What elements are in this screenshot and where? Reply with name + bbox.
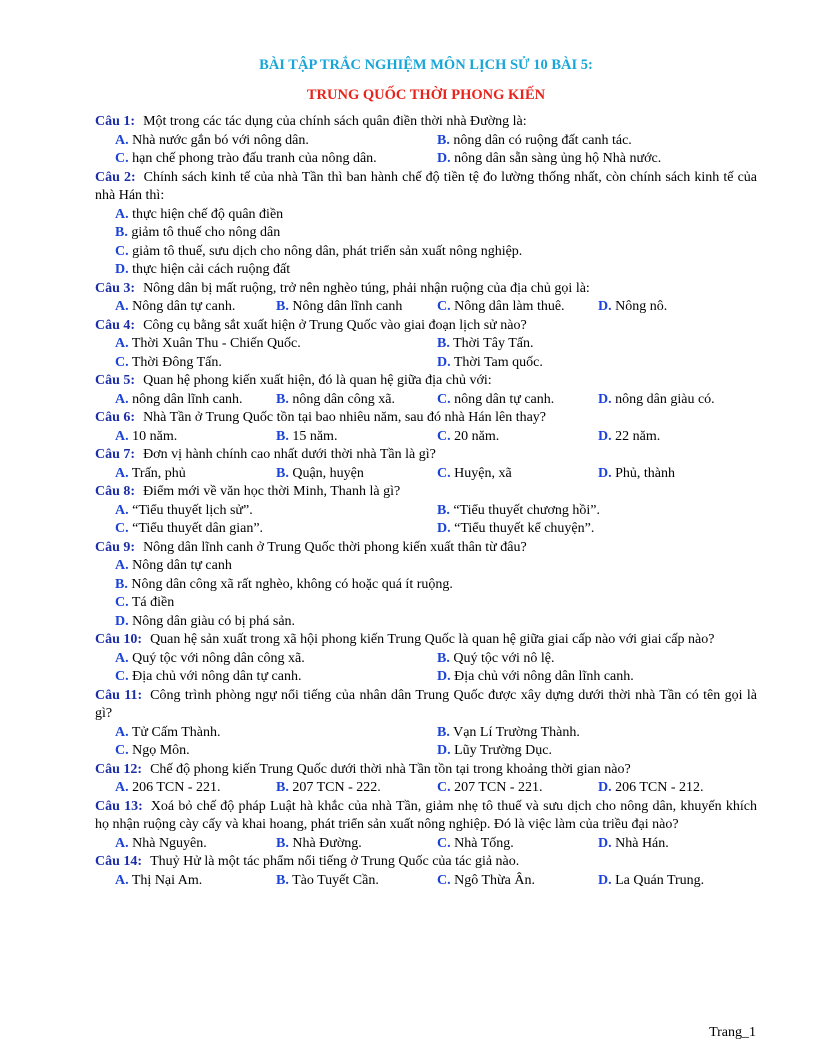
question-item	[95, 631, 757, 687]
answer-options	[95, 650, 757, 687]
option-letter: B.	[276, 872, 289, 888]
option-text: Nông dân tự canh.	[132, 299, 236, 314]
option-text: Nông dân công xã rất nghèo, không có hoặc quá ít ruộng.	[131, 576, 453, 592]
question-stem	[95, 113, 757, 132]
answer-option	[115, 779, 276, 798]
option-text: Thời Đông Tấn.	[131, 354, 222, 370]
option-letter: B.	[115, 576, 128, 592]
answer-option	[276, 428, 437, 447]
options-row	[115, 742, 757, 761]
option-letter: C.	[437, 780, 451, 795]
option-text: 206 TCN - 212.	[615, 780, 704, 795]
answer-option	[115, 428, 276, 447]
option-letter: D.	[437, 354, 451, 370]
answer-option	[115, 520, 437, 539]
options-row	[115, 724, 757, 743]
answer-options	[95, 206, 757, 280]
answer-option	[437, 502, 759, 521]
option-text: “Tiểu thuyết kể chuyện”.	[454, 521, 595, 536]
answer-option	[115, 872, 276, 891]
answer-option	[115, 465, 276, 484]
answer-option	[598, 872, 759, 891]
option-text: Nhà nước gắn bó với nông dân.	[132, 132, 309, 148]
question-text: Một trong các tác dụng của chính sách quân điền thời nhà Đường là:	[143, 114, 527, 129]
answer-options	[95, 298, 757, 317]
answer-option	[276, 298, 437, 317]
question-text: Chế độ phong kiến Trung Quốc dưới thời nhà Tần tồn tại trong khoảng thời gian nào?	[150, 761, 631, 777]
option-text: 207 TCN - 221.	[454, 780, 543, 795]
option-text: 22 năm.	[615, 428, 661, 444]
option-text: nông dân tự canh.	[454, 391, 555, 407]
question-number: Câu 9:	[95, 539, 136, 555]
option-letter: B.	[276, 780, 289, 795]
question-stem	[95, 798, 757, 835]
option-text: Nông dân tự canh	[132, 558, 232, 573]
answer-option	[437, 668, 759, 687]
option-letter: D.	[437, 743, 451, 758]
option-text: Tá điền	[131, 595, 175, 610]
option-letter: D.	[437, 669, 451, 684]
option-text: 10 năm.	[132, 428, 178, 444]
answer-option	[437, 520, 759, 539]
question-text: Đơn vị hành chính cao nhất dưới thời nhà Tần là gì?	[143, 447, 436, 462]
option-text: Nhà Hán.	[615, 835, 669, 851]
question-text: Thuỷ Hử là một tác phẩm nổi tiếng ở Trung Quốc của tác giả nào.	[150, 854, 520, 869]
question-text: Xoá bỏ chế độ pháp Luật hà khắc của nhà Tần, giảm nhẹ tô thuế và sưu dịch cho nông dân, khuyến khích họ nhận ruộng cày cấy và khai hoang, phát triển sản xuất nông nghiệp. Đó là việc làm của triều đại nào?	[95, 798, 757, 832]
options-row	[115, 150, 757, 169]
answer-option	[115, 650, 437, 669]
option-letter: A.	[115, 780, 129, 795]
question-text: Điểm mới về văn học thời Minh, Thanh là gì?	[143, 484, 401, 499]
answer-option	[115, 613, 757, 632]
answer-option	[437, 465, 598, 484]
answer-option	[437, 779, 598, 798]
question-stem	[95, 446, 757, 465]
question-number: Câu 6:	[95, 410, 136, 425]
question-number: Câu 2:	[95, 169, 136, 185]
option-letter: C.	[437, 465, 451, 481]
option-text: nông dân có ruộng đất canh tác.	[453, 132, 632, 148]
option-letter: C.	[437, 872, 451, 888]
answer-option	[276, 835, 437, 854]
answer-option	[437, 298, 598, 317]
option-letter: B.	[276, 835, 289, 851]
option-text: Nhà Nguyên.	[132, 835, 207, 851]
option-text: nông dân sẵn sàng ủng hộ Nhà nước.	[454, 151, 662, 166]
option-text: Huyện, xã	[454, 465, 512, 481]
option-text: “Tiểu thuyết dân gian”.	[132, 521, 264, 536]
question-stem	[95, 280, 757, 299]
answer-option	[115, 354, 437, 373]
option-text: giảm tô thuế cho nông dân	[131, 225, 281, 240]
question-text: Quan hệ phong kiến xuất hiện, đó là quan hệ giữa địa chủ với:	[143, 373, 492, 388]
option-text: giảm tô thuế, sưu dịch cho nông dân, phát triển sản xuất nông nghiệp.	[132, 243, 523, 259]
answer-option	[437, 872, 598, 891]
worksheet-subtitle: TRUNG QUỐC THỜI PHONG KIẾN	[306, 87, 546, 103]
option-letter: D.	[598, 391, 612, 407]
option-letter: D.	[437, 521, 451, 536]
options-row	[115, 391, 757, 410]
option-text: Lũy Trường Dục.	[454, 743, 552, 758]
question-item	[95, 317, 757, 373]
question-number: Câu 10:	[95, 632, 143, 647]
options-row	[115, 835, 757, 854]
question-stem	[95, 539, 757, 558]
question-stem	[95, 761, 757, 780]
option-letter: A.	[115, 206, 129, 222]
answer-option	[115, 298, 276, 317]
option-text: nông dân giàu có.	[615, 391, 715, 407]
question-item	[95, 539, 757, 632]
option-letter: B.	[276, 391, 289, 407]
answer-option	[276, 779, 437, 798]
option-letter: A.	[115, 299, 129, 314]
option-text: “Tiểu thuyết chương hồi”.	[453, 502, 601, 518]
answer-option	[437, 835, 598, 854]
answer-option	[276, 391, 437, 410]
option-text: Phủ, thành	[615, 465, 676, 481]
answer-option	[437, 150, 759, 169]
question-item	[95, 483, 757, 539]
option-text: Nông dân làm thuê.	[454, 299, 565, 314]
worksheet-title: BÀI TẬP TRẮC NGHIỆM MÔN LỊCH SỬ 10 BÀI 5:	[259, 57, 593, 73]
option-text: Địa chủ với nông dân lĩnh canh.	[454, 669, 634, 684]
option-text: nông dân lĩnh canh.	[132, 391, 243, 407]
answer-option	[437, 724, 759, 743]
question-number: Câu 4:	[95, 317, 136, 333]
option-letter: A.	[115, 650, 129, 666]
answer-option	[115, 261, 757, 280]
options-row	[115, 520, 757, 539]
option-letter: D.	[598, 835, 612, 851]
answer-option	[437, 428, 598, 447]
option-text: Nhà Đường.	[292, 835, 362, 851]
options-row	[115, 650, 757, 669]
option-text: thực hiện chế độ quân điền	[132, 206, 284, 222]
answer-option	[115, 668, 437, 687]
option-letter: D.	[115, 262, 129, 277]
option-text: Nông dân giàu có bị phá sản.	[132, 613, 296, 629]
option-text: Quý tộc với nô lệ.	[453, 650, 555, 666]
answer-option	[437, 650, 759, 669]
question-stem	[95, 687, 757, 724]
option-letter: C.	[115, 243, 129, 259]
option-letter: C.	[115, 151, 129, 166]
option-text: La Quán Trung.	[615, 872, 705, 888]
question-item	[95, 798, 757, 854]
question-text: Công cụ bằng sắt xuất hiện ở Trung Quốc vào giai đoạn lịch sử nào?	[143, 317, 527, 333]
question-stem	[95, 853, 757, 872]
options-row	[115, 335, 757, 354]
answer-option	[115, 132, 437, 151]
option-letter: D.	[598, 780, 612, 795]
option-letter: A.	[115, 465, 129, 481]
option-text: Ngô Thừa Ân.	[454, 872, 535, 888]
question-text: Chính sách kinh tế của nhà Tần thì ban hành chế độ tiền tệ đo lường thống nhất, còn chính sách kinh tế của nhà Hán thì:	[95, 169, 757, 203]
option-letter: A.	[115, 428, 129, 444]
question-number: Câu 8:	[95, 484, 136, 499]
option-text: Ngọ Môn.	[132, 743, 190, 758]
option-letter: A.	[115, 724, 129, 740]
option-text: Quận, huyện	[292, 465, 364, 481]
question-item	[95, 446, 757, 483]
page-number: Trang_1	[709, 1025, 756, 1040]
question-stem	[95, 631, 757, 650]
option-text: 206 TCN - 221.	[132, 780, 221, 795]
question-stem	[95, 483, 757, 502]
question-item	[95, 169, 757, 280]
option-letter: C.	[115, 595, 129, 610]
answer-option	[115, 742, 437, 761]
option-letter: A.	[115, 336, 129, 351]
answer-options	[95, 835, 757, 854]
question-text: Nông dân lĩnh canh ở Trung Quốc thời phong kiến xuất thân từ đâu?	[143, 539, 527, 555]
answer-options	[95, 132, 757, 169]
answer-options	[95, 465, 757, 484]
option-letter: B.	[276, 428, 289, 444]
option-letter: B.	[437, 132, 450, 148]
option-text: Nhà Tống.	[454, 835, 514, 851]
answer-option	[598, 428, 759, 447]
answer-option	[437, 391, 598, 410]
worksheet-page	[95, 55, 757, 890]
answer-options	[95, 428, 757, 447]
option-letter: A.	[115, 502, 129, 518]
question-text: Công trình phòng ngự nổi tiếng của nhân dân Trung Quốc được xây dựng dưới thời nhà Tần có tên gọi là gì?	[95, 687, 757, 721]
answer-option	[115, 502, 437, 521]
option-letter: D.	[598, 428, 612, 444]
question-number: Câu 13:	[95, 798, 143, 814]
option-letter: C.	[115, 521, 129, 536]
question-number: Câu 11:	[95, 687, 143, 703]
question-item	[95, 853, 757, 890]
option-letter: B.	[437, 502, 450, 518]
option-letter: B.	[437, 650, 450, 666]
question-number: Câu 5:	[95, 373, 136, 388]
question-text: Nhà Tần ở Trung Quốc tồn tại bao nhiêu năm, sau đó nhà Hán lên thay?	[143, 410, 547, 425]
question-item	[95, 113, 757, 169]
question-item	[95, 409, 757, 446]
option-letter: B.	[276, 465, 289, 481]
options-row	[115, 298, 757, 317]
answer-option	[115, 391, 276, 410]
option-letter: B.	[276, 299, 289, 314]
answer-option	[115, 335, 437, 354]
option-text: Tào Tuyết Cần.	[292, 872, 379, 888]
question-stem	[95, 409, 757, 428]
option-text: Thời Tây Tấn.	[453, 336, 534, 351]
option-letter: A.	[115, 872, 129, 888]
answer-options	[95, 779, 757, 798]
option-text: “Tiểu thuyết lịch sử”.	[132, 502, 253, 518]
answer-option	[115, 557, 757, 576]
option-text: Vạn Lí Trường Thành.	[453, 724, 580, 740]
option-letter: D.	[115, 613, 129, 629]
answer-option	[598, 835, 759, 854]
answer-option	[276, 872, 437, 891]
answer-options	[95, 335, 757, 372]
option-letter: D.	[598, 465, 612, 481]
question-number: Câu 12:	[95, 761, 143, 777]
options-row	[115, 465, 757, 484]
option-text: Thị Nại Am.	[131, 872, 203, 888]
option-text: hạn chế phong trào đấu tranh của nông dân.	[132, 151, 377, 166]
answer-option	[598, 465, 759, 484]
option-letter: C.	[115, 669, 129, 684]
answer-option	[598, 391, 759, 410]
answer-option	[115, 150, 437, 169]
options-row	[115, 668, 757, 687]
question-item	[95, 280, 757, 317]
option-text: Thời Xuân Thu - Chiến Quốc.	[131, 336, 301, 351]
option-letter: C.	[437, 299, 451, 314]
option-letter: B.	[437, 724, 450, 740]
option-text: Nông dân lĩnh canh	[292, 299, 403, 314]
option-text: 20 năm.	[454, 428, 500, 444]
answer-options	[95, 724, 757, 761]
answer-option	[437, 335, 759, 354]
options-row	[115, 354, 757, 373]
options-row	[115, 872, 757, 891]
answer-options	[95, 872, 757, 891]
answer-option	[115, 576, 757, 595]
option-text: Trấn, phủ	[131, 465, 186, 481]
option-text: 15 năm.	[292, 428, 338, 444]
answer-option	[598, 298, 759, 317]
options-row	[115, 132, 757, 151]
option-text: Nông nô.	[615, 299, 668, 314]
answer-option	[437, 354, 759, 373]
question-stem	[95, 372, 757, 391]
answer-option	[115, 724, 437, 743]
question-number: Câu 3:	[95, 280, 136, 296]
option-text: Tử Cấm Thành.	[131, 724, 221, 740]
question-text: Nông dân bị mất ruộng, trở nên nghèo túng, phải nhận ruộng của địa chủ gọi là:	[143, 280, 590, 296]
option-text: nông dân công xã.	[292, 391, 395, 407]
answer-option	[115, 243, 757, 262]
option-letter: C.	[437, 835, 451, 851]
option-text: Địa chủ với nông dân tự canh.	[132, 669, 302, 684]
option-letter: A.	[115, 132, 129, 148]
question-stem	[95, 317, 757, 336]
option-letter: A.	[115, 558, 129, 573]
option-text: 207 TCN - 222.	[292, 780, 381, 795]
question-number: Câu 1:	[95, 114, 136, 129]
question-list	[95, 113, 757, 890]
answer-options	[95, 391, 757, 410]
option-letter: B.	[437, 336, 450, 351]
answer-option	[115, 224, 757, 243]
option-letter: D.	[598, 299, 612, 314]
answer-option	[115, 206, 757, 225]
option-letter: D.	[437, 151, 451, 166]
answer-option	[115, 835, 276, 854]
answer-options	[95, 557, 757, 631]
options-row	[115, 502, 757, 521]
question-item	[95, 372, 757, 409]
question-number: Câu 14:	[95, 854, 143, 869]
question-item	[95, 687, 757, 761]
option-letter: C.	[115, 743, 129, 758]
answer-options	[95, 502, 757, 539]
question-text: Quan hệ sản xuất trong xã hội phong kiến Trung Quốc là quan hệ giữa giai cấp nào với giai cấp nào?	[150, 632, 715, 647]
options-row	[115, 779, 757, 798]
answer-option	[115, 594, 757, 613]
answer-option	[276, 465, 437, 484]
question-number: Câu 7:	[95, 447, 136, 462]
option-letter: D.	[598, 872, 612, 888]
option-letter: A.	[115, 391, 129, 407]
option-text: Thời Tam quốc.	[453, 354, 543, 370]
answer-option	[437, 132, 759, 151]
option-letter: C.	[437, 428, 451, 444]
question-stem	[95, 169, 757, 206]
question-item	[95, 761, 757, 798]
option-letter: A.	[115, 835, 129, 851]
option-letter: B.	[115, 225, 128, 240]
answer-option	[437, 742, 759, 761]
answer-option	[598, 779, 759, 798]
option-text: thực hiện cải cách ruộng đất	[132, 262, 291, 277]
option-letter: C.	[115, 354, 129, 370]
option-letter: C.	[437, 391, 451, 407]
options-row	[115, 428, 757, 447]
option-text: Quý tộc với nông dân công xã.	[132, 650, 305, 666]
